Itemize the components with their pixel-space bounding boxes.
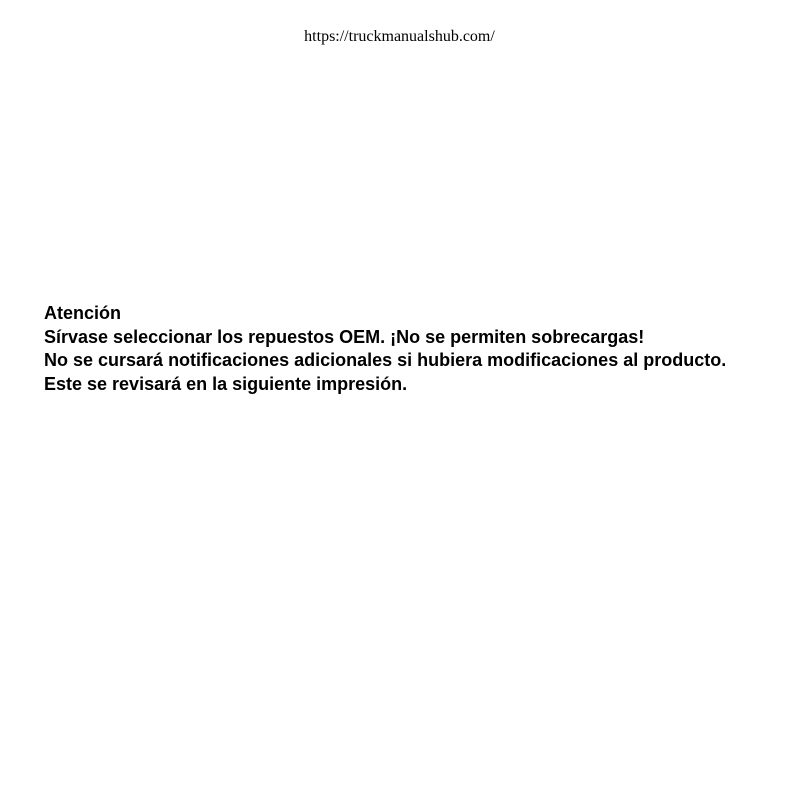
notice-title: Atención	[44, 303, 122, 323]
notice-line-oem-parts: Sírvase seleccionar los repuestos OEM. ¡No se permiten sobrecargas!	[44, 326, 645, 347]
attention-notice	[44, 302, 784, 396]
notice-line-next-printing: Este se revisará en la siguiente impresión.	[44, 373, 408, 394]
notice-line-no-notifications: No se cursará notificaciones adicionales si hubiera modificaciones al producto.	[44, 350, 727, 370]
header-url: https://truckmanualshub.com/	[304, 28, 495, 45]
